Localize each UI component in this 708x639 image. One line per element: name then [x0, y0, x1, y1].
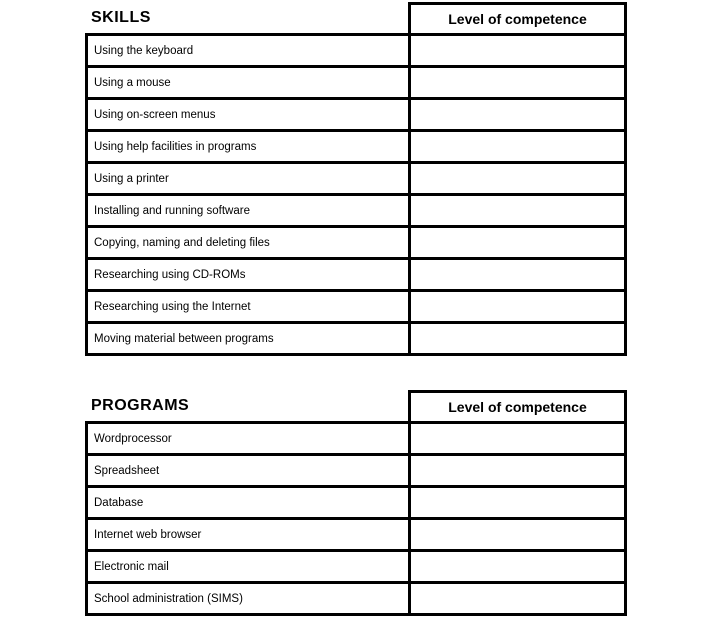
competence-value-cell: [411, 260, 624, 289]
level-of-competence-header: Level of competence: [408, 2, 627, 33]
row-label-cell: Database: [88, 488, 411, 517]
programs-table: [85, 390, 627, 616]
table-row: [88, 225, 624, 257]
competence-value-cell: [411, 132, 624, 161]
row-label-cell: Researching using the Internet: [88, 292, 411, 321]
competence-value-cell: [411, 488, 624, 517]
level-of-competence-header: Level of competence: [408, 390, 627, 421]
table-row: [88, 453, 624, 485]
skills-table-body: [85, 33, 627, 356]
row-label-cell: Using a printer: [88, 164, 411, 193]
row-label-cell: Using a mouse: [88, 68, 411, 97]
row-label-cell: Internet web browser: [88, 520, 411, 549]
table-row: [88, 485, 624, 517]
table-row: [88, 424, 624, 453]
skills-table: [85, 2, 627, 356]
row-label-cell: Electronic mail: [88, 552, 411, 581]
row-label-cell: Using on-screen menus: [88, 100, 411, 129]
competence-value-cell: [411, 228, 624, 257]
table-row: [88, 36, 624, 65]
table-row: [88, 517, 624, 549]
row-label-cell: Wordprocessor: [88, 424, 411, 453]
skills-table-header: [85, 2, 627, 33]
table-row: [88, 549, 624, 581]
table-row: [88, 161, 624, 193]
competence-value-cell: [411, 36, 624, 65]
programs-table-body: [85, 421, 627, 616]
table-row: [88, 129, 624, 161]
competence-value-cell: [411, 456, 624, 485]
row-label-cell: Spreadsheet: [88, 456, 411, 485]
competence-value-cell: [411, 424, 624, 453]
competence-value-cell: [411, 68, 624, 97]
competence-value-cell: [411, 196, 624, 225]
table-row: [88, 97, 624, 129]
competence-value-cell: [411, 292, 624, 321]
competence-value-cell: [411, 552, 624, 581]
programs-title: PROGRAMS: [91, 396, 190, 414]
competence-value-cell: [411, 100, 624, 129]
competence-value-cell: [411, 584, 624, 613]
row-label-cell: Researching using CD-ROMs: [88, 260, 411, 289]
programs-table-header: [85, 390, 627, 421]
row-label-cell: School administration (SIMS): [88, 584, 411, 613]
competence-value-cell: [411, 324, 624, 353]
row-label-cell: Installing and running software: [88, 196, 411, 225]
competence-value-cell: [411, 164, 624, 193]
table-row: [88, 257, 624, 289]
row-label-cell: Using help facilities in programs: [88, 132, 411, 161]
row-label-cell: Using the keyboard: [88, 36, 411, 65]
table-row: [88, 65, 624, 97]
row-label-cell: Moving material between programs: [88, 324, 411, 353]
table-row: [88, 289, 624, 321]
table-row: [88, 581, 624, 613]
table-row: [88, 193, 624, 225]
skills-title: SKILLS: [91, 8, 151, 26]
competence-value-cell: [411, 520, 624, 549]
table-row: [88, 321, 624, 353]
row-label-cell: Copying, naming and deleting files: [88, 228, 411, 257]
